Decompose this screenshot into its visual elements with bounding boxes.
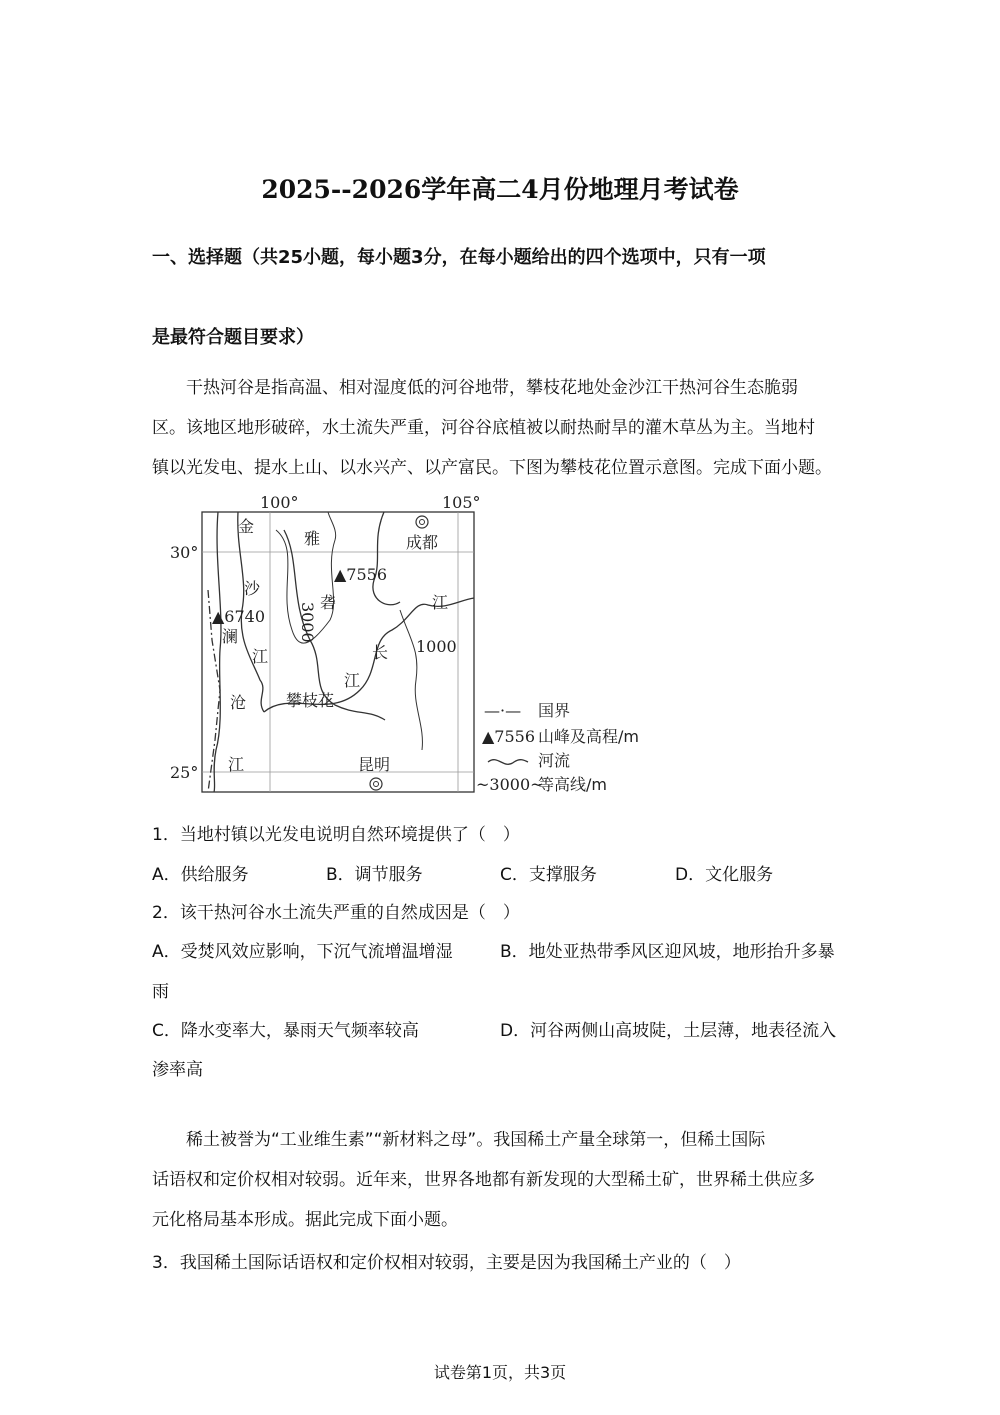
kunming-symbol <box>370 778 382 790</box>
legend-border-symbol: —·— <box>484 701 522 720</box>
question-2-option-b-cont: 雨 <box>152 982 169 1002</box>
question-3-stem: 3．我国稀土国际话语权和定价权相对较弱，主要是因为我国稀土产业的（ ） <box>152 1253 741 1273</box>
river-label: 江 <box>344 671 361 690</box>
river-label: 沧 <box>230 693 247 712</box>
tributary-river <box>373 512 400 605</box>
question-1-option-d[interactable]: D．文化服务 <box>675 865 774 885</box>
passage-1-line: 干热河谷是指高温、相对湿度低的河谷地带，攀枝花地处金沙江干热河谷生态脆弱 <box>152 378 798 398</box>
kunming-symbol-inner <box>374 782 379 787</box>
lon-label-100: 100° <box>260 493 299 512</box>
section-heading-line2: 是最符合题目要求） <box>152 327 314 348</box>
city-label-kunming: 昆明 <box>358 755 391 774</box>
question-2-option-b[interactable]: B．地处亚热带季风区迎风坡，地形抬升多暴 <box>500 942 835 962</box>
contour-label: 3000 <box>298 602 317 643</box>
legend-river: 河流 <box>538 751 571 770</box>
river-label: 砻 <box>320 593 337 612</box>
contour-1000 <box>400 610 422 750</box>
contour-label: 1000 <box>416 637 457 656</box>
river-label: 金 <box>238 517 255 536</box>
legend-contour-symbol: ~3000~ <box>476 775 544 794</box>
river-label: 雅 <box>304 529 321 548</box>
river-label: 沙 <box>244 579 261 598</box>
legend-border: 国界 <box>538 701 571 720</box>
city-label-chengdu: 成都 <box>406 533 439 552</box>
chengdu-symbol <box>416 516 428 528</box>
question-1-stem: 1．当地村镇以光发电说明自然环境提供了（ ） <box>152 825 520 845</box>
river-label: 长 <box>372 643 389 662</box>
peak-label: ▲6740 <box>212 607 266 626</box>
question-1-option-a[interactable]: A．供给服务 <box>152 865 249 885</box>
question-1-option-b[interactable]: B．调节服务 <box>326 865 423 885</box>
river-label: 江 <box>228 755 245 774</box>
passage-2-line: 元化格局基本形成。据此完成下面小题。 <box>152 1210 458 1230</box>
page-footer: 试卷第1页，共3页 <box>433 1363 567 1382</box>
question-2-option-d[interactable]: D．河谷两侧山高坡陡，土层薄，地表径流入 <box>500 1021 837 1041</box>
lat-label-25: 25° <box>170 763 199 782</box>
panzhihua-location-map <box>160 490 660 800</box>
passage-2-line: 话语权和定价权相对较弱。近年来，世界各地都有新发现的大型稀土矿，世界稀土供应多 <box>152 1170 815 1190</box>
passage-1-line: 镇以光发电、提水上山、以水兴产、以产富民。下图为攀枝花位置示意图。完成下面小题。 <box>152 458 832 478</box>
river-label: 江 <box>252 647 269 666</box>
question-2-option-a[interactable]: A．受焚风效应影响，下沉气流增温增湿 <box>152 942 453 962</box>
lancang-river <box>214 512 221 792</box>
legend-peak: 山峰及高程/m <box>538 727 639 746</box>
legend-contour: 等高线/m <box>538 775 607 794</box>
chengdu-symbol-inner <box>420 520 425 525</box>
passage-1-line: 区。该地区地形破碎，水土流失严重，河谷谷底植被以耐热耐旱的灌木草丛为主。当地村 <box>152 418 815 438</box>
legend-river-symbol <box>488 760 528 765</box>
lat-label-30: 30° <box>170 543 199 562</box>
peak-label: ▲7556 <box>334 565 388 584</box>
passage-2-line: 稀土被誉为“工业维生素”“新材料之母”。我国稀土产量全球第一，但稀土国际 <box>152 1130 766 1150</box>
question-2-option-d-cont: 渗率高 <box>152 1060 203 1080</box>
city-label-panzhihua: 攀枝花 <box>286 691 335 710</box>
section-heading-line1: 一、选择题（共25小题，每小题3分，在每小题给出的四个选项中，只有一项 <box>152 247 766 268</box>
river-label: 江 <box>432 593 449 612</box>
question-2-option-c[interactable]: C．降水变率大，暴雨天气频率较高 <box>152 1021 419 1041</box>
question-2-stem: 2．该干热河谷水土流失严重的自然成因是（ ） <box>152 903 520 923</box>
lon-label-105: 105° <box>442 493 481 512</box>
legend-peak-symbol: ▲7556 <box>482 727 536 746</box>
page-title: 2025--2026学年高二4月份地理月考试卷 <box>261 175 739 204</box>
river-label: 澜 <box>222 627 239 646</box>
question-1-option-c[interactable]: C．支撑服务 <box>500 865 597 885</box>
